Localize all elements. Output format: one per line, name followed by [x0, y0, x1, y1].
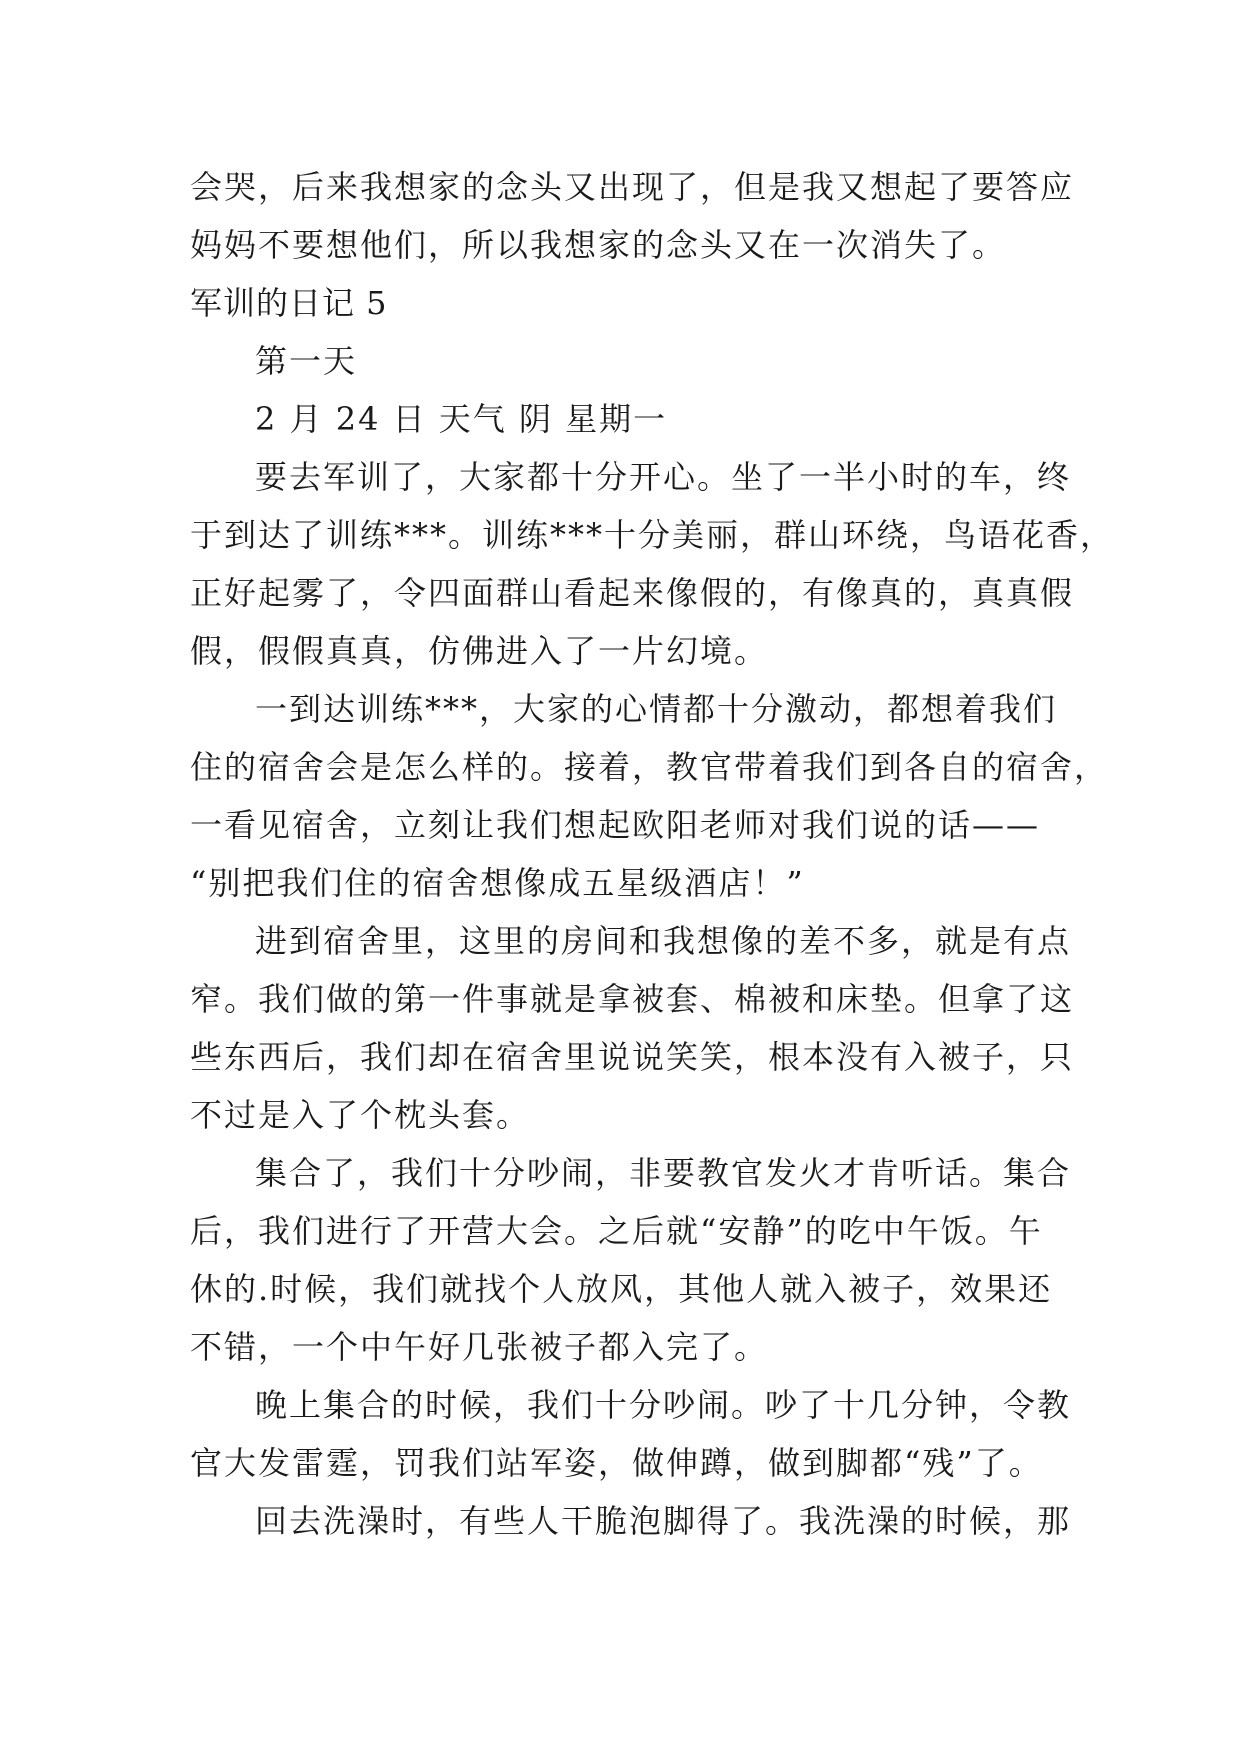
paragraph-line: 假，假假真真，仿佛进入了一片幻境。: [190, 632, 769, 670]
paragraph-line: 后，我们进行了开营大会。之后就“安静”的吃中午饭。午: [190, 1212, 1043, 1250]
paragraph-line: 官大发雷霆，罚我们站军姿，做伸蹲，做到脚都“残”了。: [190, 1444, 1043, 1482]
paragraph-line: 进到宿舍里，这里的房间和我想像的差不多，就是有点: [255, 922, 1072, 960]
day-heading: 第一天: [255, 342, 358, 380]
section-heading: 军训的日记 5: [190, 284, 388, 322]
paragraph-line: 些东西后，我们却在宿舍里说说笑笑，根本没有入被子，只: [190, 1038, 1075, 1076]
paragraph-line: 不错，一个中午好几张被子都入完了。: [190, 1328, 769, 1366]
text-line: 妈妈不要想他们，所以我想家的念头又在一次消失了。: [190, 226, 1007, 264]
paragraph-line: “别把我们住的宿舍想像成五星级酒店！”: [190, 864, 805, 902]
paragraph-line: 不过是入了个枕头套。: [190, 1096, 531, 1134]
paragraph-line: 住的宿舍会是怎么样的。接着，教官带着我们到各自的宿舍，: [190, 748, 1109, 786]
paragraph-line: 集合了，我们十分吵闹，非要教官发火才肯听话。集合: [255, 1154, 1072, 1192]
paragraph-line: 休的.时候，我们就找个人放风，其他人就入被子，效果还: [190, 1270, 1053, 1308]
paragraph-line: 回去洗澡时，有些人干脆泡脚得了。我洗澡的时候，那: [255, 1502, 1072, 1540]
paragraph-line: 窄。我们做的第一件事就是拿被套、棉被和床垫。但拿了这: [190, 980, 1075, 1018]
date-weather-line: 2 月 24 日 天气 阴 星期一: [255, 400, 668, 438]
paragraph-line: 正好起雾了，令四面群山看起来像假的，有像真的，真真假: [190, 574, 1075, 612]
paragraph-line: 于到达了训练***。训练***十分美丽，群山环绕，鸟语花香，: [190, 516, 1115, 554]
paragraph-line: 要去军训了，大家都十分开心。坐了一半小时的车，终: [255, 458, 1072, 496]
paragraph-line: 一到达训练***，大家的心情都十分激动，都想着我们: [255, 690, 1058, 728]
paragraph-line: 晚上集合的时候，我们十分吵闹。吵了十几分钟，令教: [255, 1386, 1072, 1424]
paragraph-line: 一看见宿舍，立刻让我们想起欧阳老师对我们说的话——: [190, 806, 1041, 844]
text-line: 会哭，后来我想家的念头又出现了，但是我又想起了要答应: [190, 168, 1075, 206]
